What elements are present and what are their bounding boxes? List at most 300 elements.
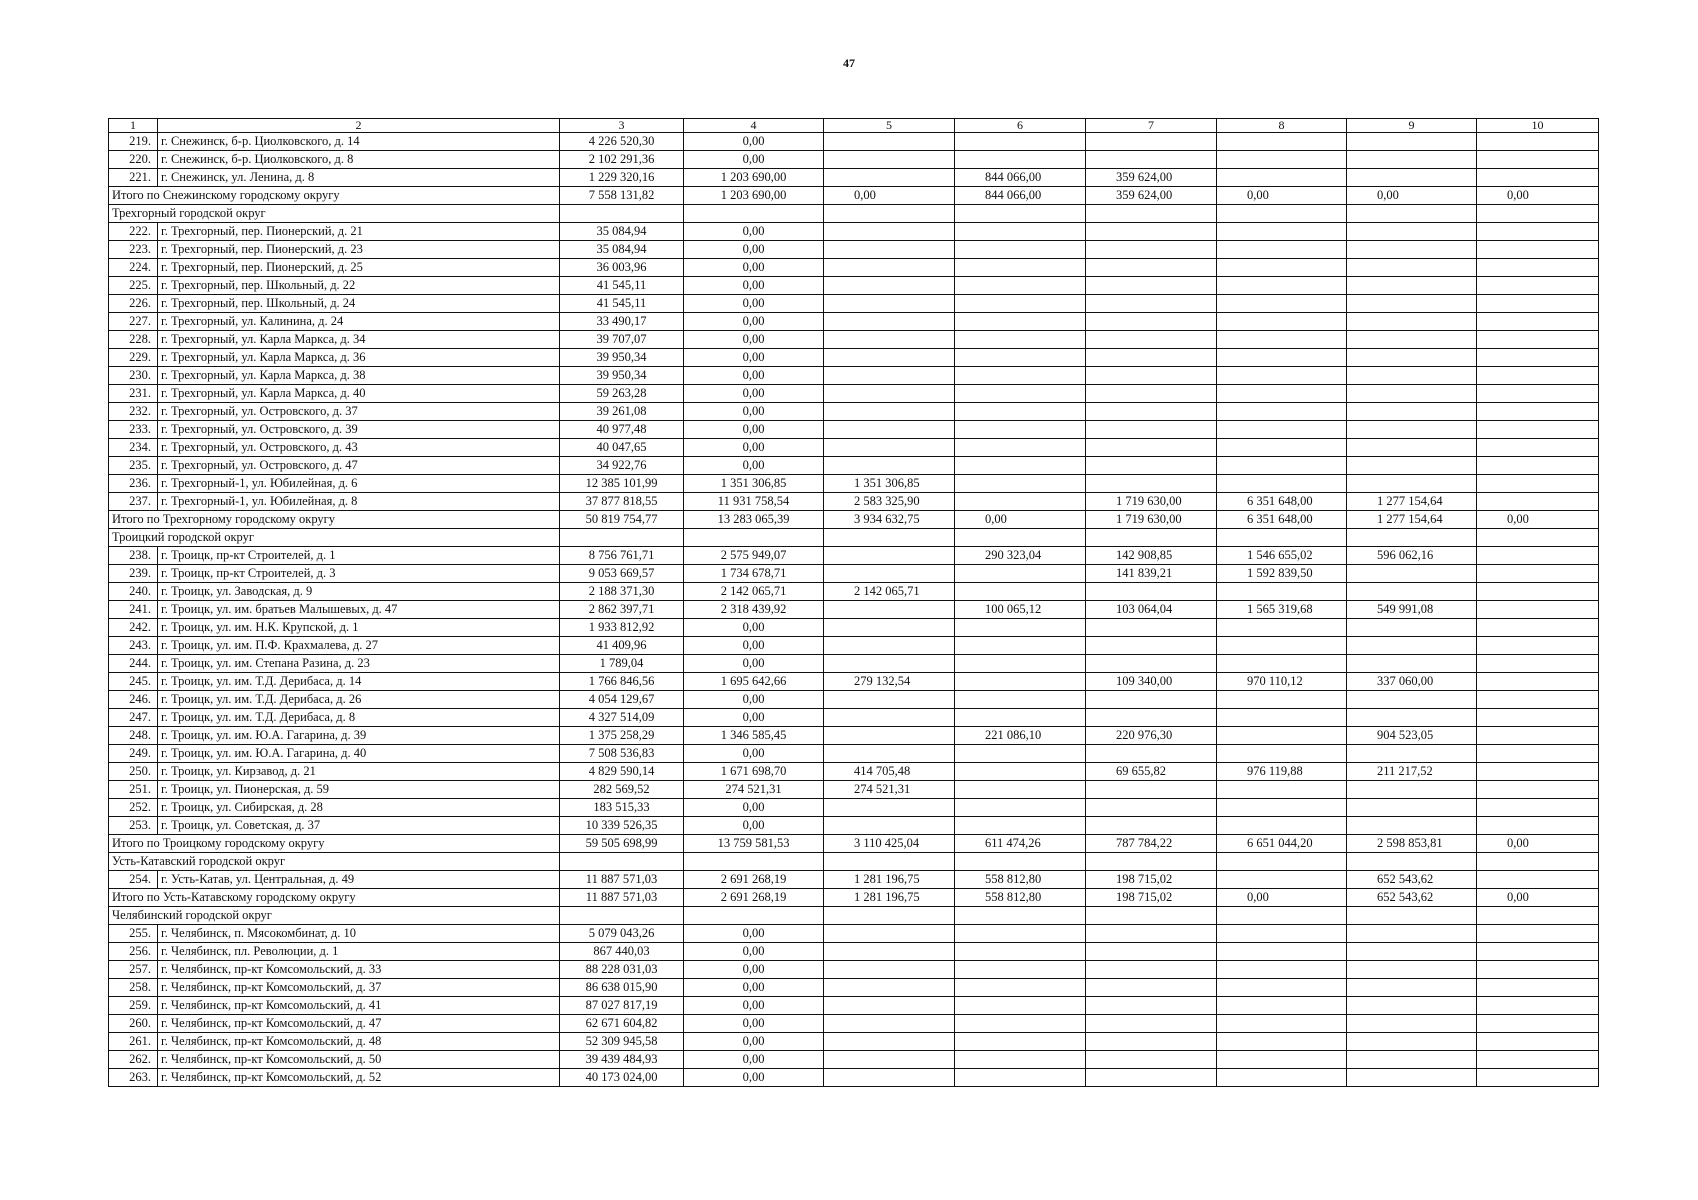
- value-cell-c10: [1477, 439, 1599, 457]
- address-cell: г. Трехгорный, пер. Школьный, д. 24: [158, 295, 560, 313]
- row-number: 259.: [109, 997, 158, 1015]
- value-cell-c10: [1477, 997, 1599, 1015]
- value-cell-c5: [824, 277, 955, 295]
- empty-cell: [684, 529, 824, 547]
- value-cell-c8: 0,00: [1217, 889, 1347, 907]
- value-cell-c6: [955, 817, 1086, 835]
- value-cell-c8: [1217, 1015, 1347, 1033]
- value-cell-c10: [1477, 493, 1599, 511]
- value-cell-c8: [1217, 385, 1347, 403]
- value-cell-c7: [1086, 961, 1217, 979]
- value-cell-c9: [1347, 565, 1477, 583]
- column-number-4: 4: [684, 119, 824, 133]
- value-cell-c10: [1477, 133, 1599, 151]
- value-cell-c7: [1086, 403, 1217, 421]
- value-cell-c9: [1347, 943, 1477, 961]
- value-cell-c10: [1477, 349, 1599, 367]
- value-cell-c8: [1217, 331, 1347, 349]
- row-number: 247.: [109, 709, 158, 727]
- address-cell: г. Троицк, пр-кт Строителей, д. 3: [158, 565, 560, 583]
- value-cell-c6: [955, 421, 1086, 439]
- value-cell-c10: [1477, 223, 1599, 241]
- value-cell-c5: 1 351 306,85: [824, 475, 955, 493]
- address-cell: г. Трехгорный-1, ул. Юбилейная, д. 8: [158, 493, 560, 511]
- empty-cell: [824, 907, 955, 925]
- total-cost-cell: 62 671 604,82: [560, 1015, 684, 1033]
- value-cell-c8: [1217, 997, 1347, 1015]
- value-cell-c6: [955, 943, 1086, 961]
- value-cell-c5: [824, 547, 955, 565]
- amount-cell: 0,00: [684, 1015, 824, 1033]
- row-number: 226.: [109, 295, 158, 313]
- value-cell-c5: 3 110 425,04: [824, 835, 955, 853]
- value-cell-c5: [824, 331, 955, 349]
- total-cost-cell: 88 228 031,03: [560, 961, 684, 979]
- address-cell: г. Троицк, ул. им. Т.Д. Дерибаса, д. 8: [158, 709, 560, 727]
- section-title: Трехгорный городской округ: [109, 205, 560, 223]
- amount-cell: 0,00: [684, 799, 824, 817]
- empty-cell: [1477, 907, 1599, 925]
- amount-cell: 0,00: [684, 1051, 824, 1069]
- value-cell-c8: [1217, 817, 1347, 835]
- value-cell-c6: [955, 1033, 1086, 1051]
- total-cost-cell: 10 339 526,35: [560, 817, 684, 835]
- total-cost-cell: 50 819 754,77: [560, 511, 684, 529]
- value-cell-c7: [1086, 979, 1217, 997]
- row-number: 252.: [109, 799, 158, 817]
- empty-cell: [1086, 853, 1217, 871]
- total-cost-cell: 40 977,48: [560, 421, 684, 439]
- value-cell-c10: [1477, 655, 1599, 673]
- value-cell-c9: 652 543,62: [1347, 871, 1477, 889]
- total-cost-cell: 52 309 945,58: [560, 1033, 684, 1051]
- value-cell-c8: [1217, 349, 1347, 367]
- value-cell-c7: [1086, 457, 1217, 475]
- table-row: [109, 781, 1599, 799]
- amount-cell: 2 575 949,07: [684, 547, 824, 565]
- total-cost-cell: 39 950,34: [560, 349, 684, 367]
- table-row: [109, 295, 1599, 313]
- value-cell-c8: [1217, 925, 1347, 943]
- amount-cell: 0,00: [684, 439, 824, 457]
- value-cell-c7: [1086, 313, 1217, 331]
- total-row: [109, 835, 1599, 853]
- value-cell-c10: [1477, 727, 1599, 745]
- row-number: 244.: [109, 655, 158, 673]
- value-cell-c8: [1217, 295, 1347, 313]
- value-cell-c7: [1086, 1015, 1217, 1033]
- value-cell-c10: [1477, 871, 1599, 889]
- table-row: [109, 871, 1599, 889]
- value-cell-c10: [1477, 259, 1599, 277]
- value-cell-c10: [1477, 925, 1599, 943]
- total-row: [109, 187, 1599, 205]
- column-number-10: 10: [1477, 119, 1599, 133]
- value-cell-c9: [1347, 799, 1477, 817]
- table-row: [109, 313, 1599, 331]
- amount-cell: 1 671 698,70: [684, 763, 824, 781]
- value-cell-c10: 0,00: [1477, 835, 1599, 853]
- value-cell-c9: [1347, 475, 1477, 493]
- total-cost-cell: 37 877 818,55: [560, 493, 684, 511]
- row-number: 230.: [109, 367, 158, 385]
- value-cell-c7: [1086, 637, 1217, 655]
- address-cell: г. Троицк, ул. Кирзавод, д. 21: [158, 763, 560, 781]
- value-cell-c7: 787 784,22: [1086, 835, 1217, 853]
- value-cell-c5: [824, 817, 955, 835]
- value-cell-c8: [1217, 871, 1347, 889]
- empty-cell: [1217, 907, 1347, 925]
- address-cell: г. Трехгорный, пер. Пионерский, д. 25: [158, 259, 560, 277]
- value-cell-c9: [1347, 1015, 1477, 1033]
- value-cell-c10: [1477, 151, 1599, 169]
- column-number-2: 2: [158, 119, 560, 133]
- amount-cell: 0,00: [684, 151, 824, 169]
- amount-cell: 1 734 678,71: [684, 565, 824, 583]
- value-cell-c10: [1477, 403, 1599, 421]
- value-cell-c8: [1217, 439, 1347, 457]
- value-cell-c9: [1347, 781, 1477, 799]
- value-cell-c6: [955, 493, 1086, 511]
- value-cell-c9: [1347, 619, 1477, 637]
- value-cell-c9: [1347, 313, 1477, 331]
- table-row: [109, 151, 1599, 169]
- table-row: [109, 457, 1599, 475]
- value-cell-c10: [1477, 475, 1599, 493]
- address-cell: г. Снежинск, б-р. Циолковского, д. 8: [158, 151, 560, 169]
- table-row: [109, 655, 1599, 673]
- value-cell-c9: [1347, 241, 1477, 259]
- address-cell: г. Снежинск, ул. Ленина, д. 8: [158, 169, 560, 187]
- value-cell-c6: 558 812,80: [955, 871, 1086, 889]
- amount-cell: 1 351 306,85: [684, 475, 824, 493]
- row-number: 241.: [109, 601, 158, 619]
- value-cell-c7: [1086, 295, 1217, 313]
- value-cell-c5: [824, 943, 955, 961]
- amount-cell: 0,00: [684, 457, 824, 475]
- section-title: Троицкий городской округ: [109, 529, 560, 547]
- value-cell-c6: 0,00: [955, 511, 1086, 529]
- value-cell-c5: 1 281 196,75: [824, 871, 955, 889]
- address-cell: г. Снежинск, б-р. Циолковского, д. 14: [158, 133, 560, 151]
- value-cell-c7: 142 908,85: [1086, 547, 1217, 565]
- amount-cell: 0,00: [684, 655, 824, 673]
- value-cell-c6: [955, 223, 1086, 241]
- amount-cell: 0,00: [684, 961, 824, 979]
- value-cell-c10: [1477, 637, 1599, 655]
- address-cell: г. Трехгорный, ул. Карла Маркса, д. 38: [158, 367, 560, 385]
- row-number: 258.: [109, 979, 158, 997]
- row-number: 260.: [109, 1015, 158, 1033]
- value-cell-c6: [955, 241, 1086, 259]
- value-cell-c6: [955, 583, 1086, 601]
- value-cell-c8: [1217, 691, 1347, 709]
- address-cell: г. Челябинск, пр-кт Комсомольский, д. 52: [158, 1069, 560, 1087]
- row-number: 236.: [109, 475, 158, 493]
- empty-cell: [1217, 853, 1347, 871]
- row-number: 237.: [109, 493, 158, 511]
- value-cell-c9: [1347, 745, 1477, 763]
- table-row: [109, 925, 1599, 943]
- address-cell: г. Челябинск, пл. Революции, д. 1: [158, 943, 560, 961]
- row-number: 229.: [109, 349, 158, 367]
- value-cell-c10: [1477, 1033, 1599, 1051]
- value-cell-c9: [1347, 133, 1477, 151]
- table-row: [109, 475, 1599, 493]
- row-number: 261.: [109, 1033, 158, 1051]
- value-cell-c6: 844 066,00: [955, 169, 1086, 187]
- total-cost-cell: 2 188 371,30: [560, 583, 684, 601]
- amount-cell: 1 203 690,00: [684, 187, 824, 205]
- address-cell: г. Трехгорный, ул. Островского, д. 43: [158, 439, 560, 457]
- value-cell-c9: [1347, 439, 1477, 457]
- amount-cell: 0,00: [684, 277, 824, 295]
- total-cost-cell: 39 439 484,93: [560, 1051, 684, 1069]
- row-number: 235.: [109, 457, 158, 475]
- value-cell-c9: [1347, 331, 1477, 349]
- amount-cell: 0,00: [684, 223, 824, 241]
- table-row: [109, 331, 1599, 349]
- value-cell-c10: [1477, 763, 1599, 781]
- address-cell: г. Трехгорный, ул. Калинина, д. 24: [158, 313, 560, 331]
- empty-cell: [1347, 907, 1477, 925]
- value-cell-c8: 1 565 319,68: [1217, 601, 1347, 619]
- value-cell-c7: 103 064,04: [1086, 601, 1217, 619]
- total-cost-cell: 39 261,08: [560, 403, 684, 421]
- value-cell-c7: [1086, 475, 1217, 493]
- table-row: [109, 619, 1599, 637]
- address-cell: г. Троицк, ул. им. братьев Малышевых, д. 47: [158, 601, 560, 619]
- address-cell: г. Челябинск, пр-кт Комсомольский, д. 37: [158, 979, 560, 997]
- value-cell-c7: [1086, 1069, 1217, 1087]
- amount-cell: 0,00: [684, 979, 824, 997]
- value-cell-c8: [1217, 583, 1347, 601]
- address-cell: г. Трехгорный, ул. Островского, д. 37: [158, 403, 560, 421]
- value-cell-c6: [955, 151, 1086, 169]
- value-cell-c9: [1347, 349, 1477, 367]
- row-number: 221.: [109, 169, 158, 187]
- total-cost-cell: 4 327 514,09: [560, 709, 684, 727]
- address-cell: г. Трехгорный, ул. Карла Маркса, д. 40: [158, 385, 560, 403]
- empty-cell: [955, 853, 1086, 871]
- value-cell-c5: 414 705,48: [824, 763, 955, 781]
- total-cost-cell: 35 084,94: [560, 223, 684, 241]
- value-cell-c9: [1347, 259, 1477, 277]
- column-number-8: 8: [1217, 119, 1347, 133]
- row-number: 228.: [109, 331, 158, 349]
- value-cell-c8: 6 351 648,00: [1217, 493, 1347, 511]
- value-cell-c5: [824, 709, 955, 727]
- section-header-row: [109, 853, 1599, 871]
- total-cost-cell: 1 766 846,56: [560, 673, 684, 691]
- table-row: [109, 817, 1599, 835]
- value-cell-c6: 558 812,80: [955, 889, 1086, 907]
- value-cell-c8: [1217, 133, 1347, 151]
- value-cell-c6: [955, 403, 1086, 421]
- address-cell: г. Трехгорный, ул. Островского, д. 47: [158, 457, 560, 475]
- amount-cell: 0,00: [684, 925, 824, 943]
- total-cost-cell: 33 490,17: [560, 313, 684, 331]
- value-cell-c8: [1217, 475, 1347, 493]
- value-cell-c5: [824, 1069, 955, 1087]
- value-cell-c10: [1477, 1051, 1599, 1069]
- address-cell: г. Троицк, ул. им. Ю.А. Гагарина, д. 39: [158, 727, 560, 745]
- value-cell-c9: [1347, 709, 1477, 727]
- amount-cell: 274 521,31: [684, 781, 824, 799]
- value-cell-c7: [1086, 277, 1217, 295]
- table-row: [109, 709, 1599, 727]
- value-cell-c9: [1347, 223, 1477, 241]
- total-cost-cell: 40 173 024,00: [560, 1069, 684, 1087]
- value-cell-c5: [824, 997, 955, 1015]
- row-number: 243.: [109, 637, 158, 655]
- value-cell-c5: [824, 241, 955, 259]
- value-cell-c9: [1347, 655, 1477, 673]
- amount-cell: 0,00: [684, 709, 824, 727]
- address-cell: г. Троицк, пр-кт Строителей, д. 1: [158, 547, 560, 565]
- value-cell-c7: [1086, 655, 1217, 673]
- value-cell-c8: [1217, 403, 1347, 421]
- value-cell-c7: [1086, 709, 1217, 727]
- value-cell-c7: 220 976,30: [1086, 727, 1217, 745]
- value-cell-c10: [1477, 313, 1599, 331]
- amount-cell: 2 142 065,71: [684, 583, 824, 601]
- value-cell-c6: [955, 997, 1086, 1015]
- empty-cell: [1086, 205, 1217, 223]
- value-cell-c6: [955, 457, 1086, 475]
- address-cell: г. Челябинск, пр-кт Комсомольский, д. 48: [158, 1033, 560, 1051]
- value-cell-c8: [1217, 727, 1347, 745]
- value-cell-c9: 1 277 154,64: [1347, 511, 1477, 529]
- amount-cell: 0,00: [684, 1069, 824, 1087]
- value-cell-c6: [955, 925, 1086, 943]
- value-cell-c6: [955, 295, 1086, 313]
- table-row: [109, 259, 1599, 277]
- row-number: 257.: [109, 961, 158, 979]
- value-cell-c9: [1347, 979, 1477, 997]
- amount-cell: 0,00: [684, 367, 824, 385]
- row-number: 224.: [109, 259, 158, 277]
- address-cell: г. Челябинск, пр-кт Комсомольский, д. 33: [158, 961, 560, 979]
- amount-cell: 0,00: [684, 133, 824, 151]
- column-number-header: [109, 119, 1599, 133]
- row-number: 231.: [109, 385, 158, 403]
- table-row: [109, 1015, 1599, 1033]
- value-cell-c7: 69 655,82: [1086, 763, 1217, 781]
- amount-cell: 0,00: [684, 385, 824, 403]
- value-cell-c5: [824, 601, 955, 619]
- empty-cell: [1347, 205, 1477, 223]
- value-cell-c10: 0,00: [1477, 889, 1599, 907]
- value-cell-c10: [1477, 583, 1599, 601]
- value-cell-c5: [824, 403, 955, 421]
- empty-cell: [1477, 205, 1599, 223]
- amount-cell: 0,00: [684, 259, 824, 277]
- value-cell-c10: [1477, 961, 1599, 979]
- table-row: [109, 727, 1599, 745]
- value-cell-c10: [1477, 241, 1599, 259]
- value-cell-c8: [1217, 241, 1347, 259]
- value-cell-c10: [1477, 385, 1599, 403]
- value-cell-c10: [1477, 979, 1599, 997]
- total-cost-cell: 1 789,04: [560, 655, 684, 673]
- value-cell-c5: 3 934 632,75: [824, 511, 955, 529]
- amount-cell: 0,00: [684, 997, 824, 1015]
- value-cell-c10: [1477, 277, 1599, 295]
- value-cell-c8: [1217, 979, 1347, 997]
- amount-cell: 0,00: [684, 331, 824, 349]
- value-cell-c8: [1217, 745, 1347, 763]
- value-cell-c5: [824, 223, 955, 241]
- row-number: 219.: [109, 133, 158, 151]
- amount-cell: 1 695 642,66: [684, 673, 824, 691]
- value-cell-c10: [1477, 781, 1599, 799]
- value-cell-c9: 2 598 853,81: [1347, 835, 1477, 853]
- amount-cell: 1 203 690,00: [684, 169, 824, 187]
- value-cell-c6: [955, 565, 1086, 583]
- table-row: [109, 997, 1599, 1015]
- value-cell-c10: [1477, 745, 1599, 763]
- value-cell-c6: [955, 1015, 1086, 1033]
- empty-cell: [955, 205, 1086, 223]
- address-cell: г. Трехгорный-1, ул. Юбилейная, д. 6: [158, 475, 560, 493]
- value-cell-c7: [1086, 349, 1217, 367]
- value-cell-c5: [824, 1051, 955, 1069]
- row-number: 249.: [109, 745, 158, 763]
- value-cell-c5: [824, 979, 955, 997]
- value-cell-c5: [824, 727, 955, 745]
- address-cell: г. Троицк, ул. им. Степана Разина, д. 23: [158, 655, 560, 673]
- value-cell-c8: [1217, 655, 1347, 673]
- row-number: 233.: [109, 421, 158, 439]
- value-cell-c9: 652 543,62: [1347, 889, 1477, 907]
- row-number: 250.: [109, 763, 158, 781]
- empty-cell: [824, 529, 955, 547]
- empty-cell: [824, 853, 955, 871]
- value-cell-c7: [1086, 799, 1217, 817]
- value-cell-c7: [1086, 1033, 1217, 1051]
- table-row: [109, 943, 1599, 961]
- amount-cell: 0,00: [684, 295, 824, 313]
- amount-cell: 0,00: [684, 241, 824, 259]
- value-cell-c7: [1086, 583, 1217, 601]
- value-cell-c6: 221 086,10: [955, 727, 1086, 745]
- amount-cell: 2 691 268,19: [684, 871, 824, 889]
- value-cell-c8: [1217, 709, 1347, 727]
- value-cell-c6: [955, 691, 1086, 709]
- value-cell-c8: [1217, 313, 1347, 331]
- value-cell-c7: 359 624,00: [1086, 187, 1217, 205]
- table-row: [109, 439, 1599, 457]
- empty-cell: [560, 907, 684, 925]
- value-cell-c9: 596 062,16: [1347, 547, 1477, 565]
- value-cell-c9: [1347, 403, 1477, 421]
- row-number: 223.: [109, 241, 158, 259]
- address-cell: г. Троицк, ул. Советская, д. 37: [158, 817, 560, 835]
- empty-cell: [1477, 853, 1599, 871]
- value-cell-c10: [1477, 691, 1599, 709]
- empty-cell: [684, 853, 824, 871]
- table-row: [109, 565, 1599, 583]
- column-number-9: 9: [1347, 119, 1477, 133]
- amount-cell: 0,00: [684, 619, 824, 637]
- value-cell-c7: [1086, 151, 1217, 169]
- total-cost-cell: 4 829 590,14: [560, 763, 684, 781]
- row-number: 262.: [109, 1051, 158, 1069]
- value-cell-c9: [1347, 817, 1477, 835]
- value-cell-c6: [955, 1051, 1086, 1069]
- value-cell-c5: 0,00: [824, 187, 955, 205]
